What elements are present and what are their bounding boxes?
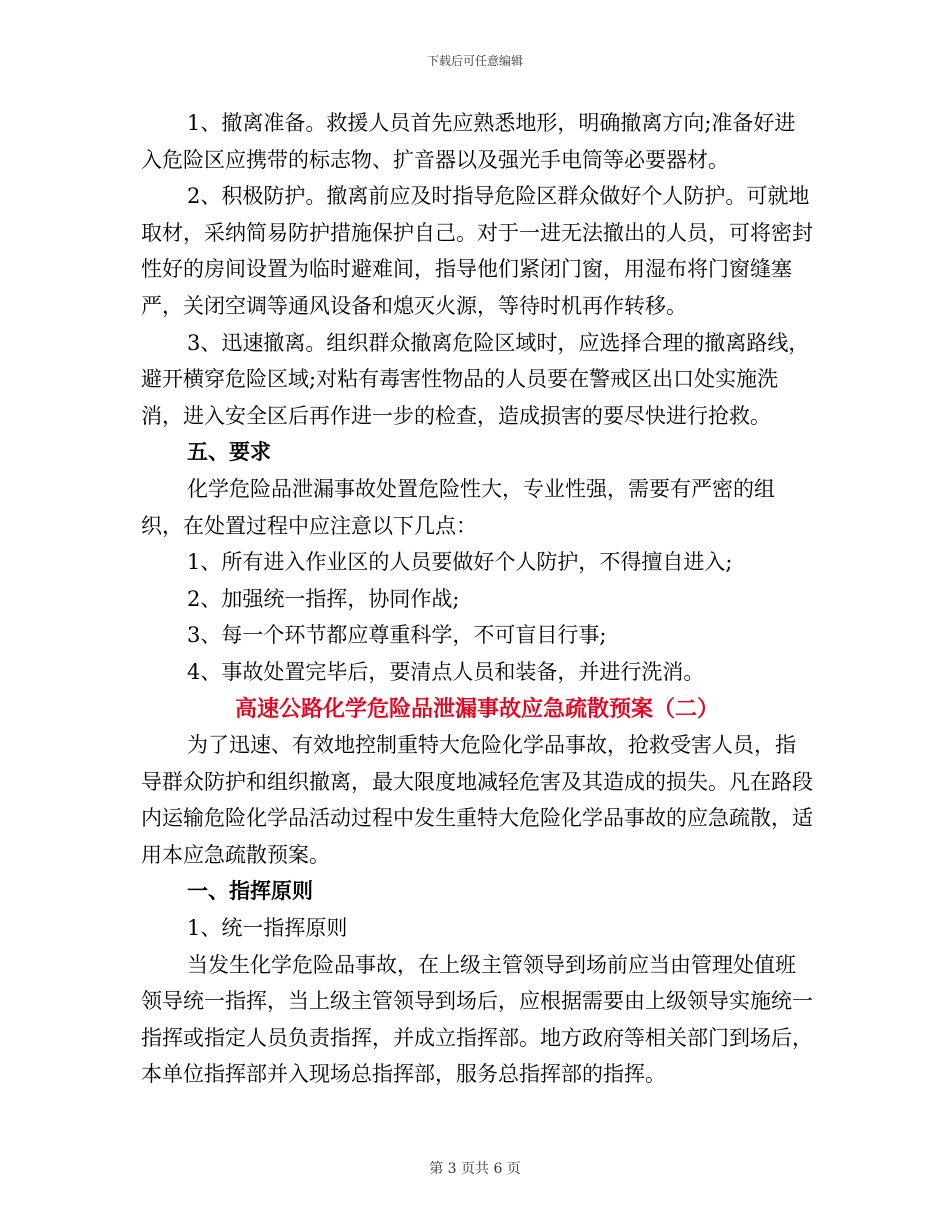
list-item-science: 3、每一个环节都应尊重科学，不可盲目行事; — [187, 623, 607, 648]
list-item-command: 2、加强统一指挥，协同作战; — [187, 586, 460, 611]
paragraph-unified-command: 当发生化学危险品事故，在上级主管领导到场前应当由管理处值班领导统一指挥，当上级主管领导到场后，应根据需要由上级领导实施统一指挥或指定人员负责指挥，并成立指挥部。地方政府等相关部门到场后，本单位指挥部并入现场总指挥部，服务总指挥部的指挥。 — [141, 952, 813, 1087]
paragraph-evacuation-prep: 1、撤离准备。救援人员首先应熟悉地形，明确撤离方向;准备好进入危险区应携带的标志物、扩音器以及强光手电筒等必要器材。 — [141, 111, 796, 172]
section-heading-command-principle: 一、指挥原则 — [187, 878, 313, 904]
section-heading-requirements: 五、要求 — [187, 439, 271, 465]
document-title: 高速公路化学危险品泄漏事故应急疏散预案（二） — [234, 695, 719, 722]
paragraph-active-protection: 2、积极防护。撤离前应及时指导危险区群众做好个人防护。可就地取材，采纳简易防护措施保护自己。对于一进无法撤出的人员，可将密封性好的房间设置为临时避难间，指导他们紧闭门窗，用湿布将门窗缝塞严，关闭空调等通风设备和熄灭火源，等待时机再作转移。 — [141, 184, 813, 318]
paragraph-purpose: 为了迅速、有效地控制重特大危险化学品事故，抢救受害人员，指导群众防护和组织撤离，最大限度地减轻危害及其造成的损失。凡在路段内运输危险化学品活动过程中发生重特大危险化学品事故的应急疏散，适用本应急疏散预案。 — [141, 733, 813, 867]
header-note: 下载后可任意编辑 — [426, 54, 523, 68]
paragraph-rapid-evacuation: 3、迅速撤离。组织群众撤离危险区域时，应选择合理的撤离路线，避开横穿危险区域;对粘有毒害性物品的人员要在警戒区出口处实施洗消，进入安全区后再作进一步的检查，造成损害的要尽快进行抢救。 — [141, 330, 810, 428]
paragraph-requirements-intro: 化学危险品泄漏事故处置危险性大，专业性强，需要有严密的组织，在处置过程中应注意以下几点： — [141, 476, 775, 538]
document-body — [141, 105, 813, 1093]
subheading-unified-command: 1、统一指挥原则 — [187, 916, 348, 941]
list-item-cleanup: 4、事故处置完毕后，要清点人员和装备，并进行洗消。 — [187, 659, 705, 684]
page-number: 第 3 页共 6 页 — [429, 1161, 521, 1177]
list-item-protection: 1、所有进入作业区的人员要做好个人防护，不得擅自进入; — [187, 550, 733, 575]
